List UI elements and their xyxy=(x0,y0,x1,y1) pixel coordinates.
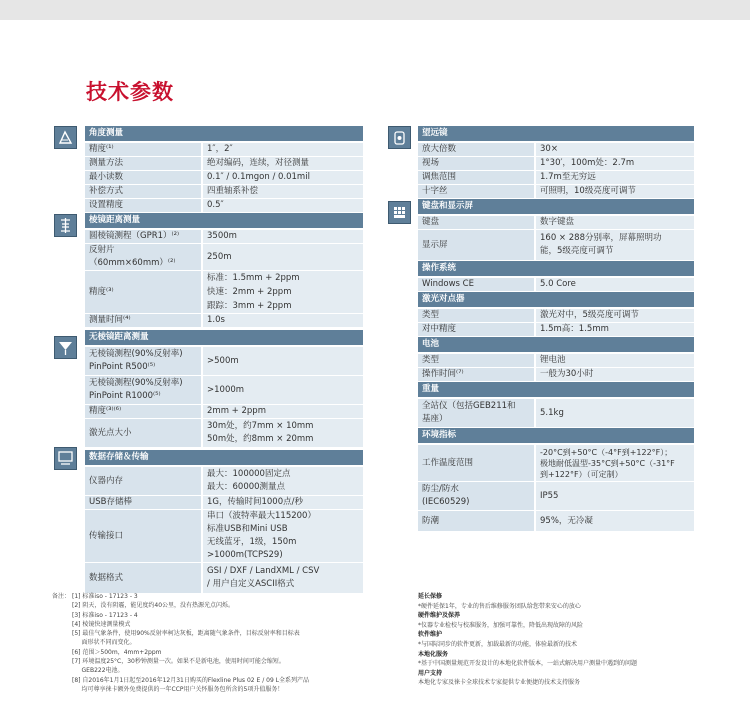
table-row xyxy=(85,347,363,375)
prism-header: 棱镜距离测量 xyxy=(85,213,363,228)
row-label: 精度⁽³⁾ xyxy=(85,271,203,313)
telescope-table xyxy=(418,142,694,199)
row-label: 反射片 （60mm×60mm）⁽²⁾ xyxy=(85,244,203,270)
table-row xyxy=(85,157,363,170)
row-label: 圆棱镜测程（GPR1）⁽²⁾ xyxy=(85,230,203,243)
weight-table xyxy=(418,398,694,428)
row-label: USB存储棒 xyxy=(85,496,203,509)
table-row xyxy=(418,445,694,481)
table-row xyxy=(85,185,363,198)
row-label: 精度⁽³⁾⁽⁶⁾ xyxy=(85,405,203,418)
table-row xyxy=(418,323,694,336)
footnote: [5] 最佳气象条件，使用90%反射率柯达灰板，距离随气象条件，目标反射率和目标表 xyxy=(72,630,300,638)
table-row xyxy=(85,563,363,593)
storage-icon xyxy=(54,447,77,470)
table-row xyxy=(85,314,363,327)
laser-table xyxy=(418,308,694,337)
row-label: 键盘 xyxy=(418,216,536,229)
keyboard-table xyxy=(418,215,694,261)
table-row xyxy=(85,467,363,495)
reflectorless-icon xyxy=(54,336,77,359)
table-row xyxy=(418,482,694,510)
footnote: 均可尊享徕卡额外免费提供的一年CCP用户关怀服务包所含的5项升值服务！ xyxy=(72,685,284,693)
row-value: >500m xyxy=(203,347,363,375)
row-label: 仪器内存 xyxy=(85,467,203,495)
row-label: 精度⁽¹⁾ xyxy=(85,143,203,156)
telescope-icon xyxy=(388,126,411,149)
row-value: GSI / DXF / LandXML / CSV / 用户自定义ASCII格式 xyxy=(203,563,363,593)
battery-table xyxy=(418,353,694,382)
table-row xyxy=(85,376,363,404)
service-text: 本地化专家及徕卡全球技术专家提供专业便捷的技术支持服务 xyxy=(418,679,581,687)
table-row xyxy=(85,230,363,243)
table-row xyxy=(418,309,694,322)
row-value: 160 × 288分别率，屏幕照明功 能，5级亮度可调节 xyxy=(536,230,694,260)
service-text: *基于中国测量规范开发设计的本地化软件版本，一站式解决用户测量中遇到的问题 xyxy=(418,660,638,668)
table-row xyxy=(418,216,694,229)
row-label: 防潮 xyxy=(418,511,536,531)
os-table xyxy=(418,277,694,292)
prism-table xyxy=(85,229,363,328)
row-label: 设置精度 xyxy=(85,199,203,212)
angle-table xyxy=(85,142,363,213)
row-value: 数字键盘 xyxy=(536,216,694,229)
angle-icon xyxy=(54,126,77,149)
footnote: 面形状不同而变化。 xyxy=(72,639,136,647)
weight-header: 重量 xyxy=(418,382,694,397)
table-row xyxy=(418,171,694,184)
row-label: 测量时间⁽⁴⁾ xyxy=(85,314,203,327)
table-row xyxy=(418,399,694,427)
row-value: 一般为30小时 xyxy=(536,368,694,381)
row-value: 最大：100000固定点 最大：60000测量点 xyxy=(203,467,363,495)
row-label: 最小读数 xyxy=(85,171,203,184)
row-label: 测量方法 xyxy=(85,157,203,170)
row-value: 标准：1.5mm + 2ppm 快速：2mm + 2ppm 跟踪：3mm + 2ppm xyxy=(203,271,363,313)
footnote: GEB222电池。 xyxy=(72,667,124,675)
row-value: >1000m xyxy=(203,376,363,404)
table-row xyxy=(418,354,694,367)
row-label: 传输接口 xyxy=(85,510,203,562)
row-value: 2mm + 2ppm xyxy=(203,405,363,418)
row-label: 类型 xyxy=(418,354,536,367)
table-row xyxy=(85,244,363,270)
row-label: 操作时间⁽⁷⁾ xyxy=(418,368,536,381)
table-row xyxy=(418,157,694,170)
battery-header: 电池 xyxy=(418,337,694,352)
reflectorless-table xyxy=(85,346,363,448)
table-row xyxy=(85,496,363,509)
row-label: 对中精度 xyxy=(418,323,536,336)
footnote: [7] 环境温度25°C，30秒钟测量一次。如果不是新电池，使用时间可能会缩短。 xyxy=(72,658,285,666)
row-value: 0.1″ / 0.1mgon / 0.01mil xyxy=(203,171,363,184)
storage-header: 数据存储＆传输 xyxy=(85,450,363,465)
row-value: 1°30′，100m处：2.7m xyxy=(536,157,694,170)
row-label: 工作温度范围 xyxy=(418,445,536,481)
row-value: 可照明，10级亮度可调节 xyxy=(536,185,694,198)
row-value: -20°C到+50°C（-4°F到+122°F）； 极地耐低温型-35°C到+50°C（-31°F 到+122°F）（可定制） xyxy=(536,445,694,481)
env-header: 环境指标 xyxy=(418,428,694,443)
footnote: [2] 阴天，没有阴霾，能见度约40公里，没有热源光点闪烁。 xyxy=(72,602,235,610)
row-value: 3500m xyxy=(203,230,363,243)
footnote: [1] 标准iso - 17123 - 3 xyxy=(72,593,138,600)
row-value: 1.0s xyxy=(203,314,363,327)
row-value: 1.5m高：1.5mm xyxy=(536,323,694,336)
table-row xyxy=(418,368,694,381)
row-label: 类型 xyxy=(418,309,536,322)
env-table xyxy=(418,444,694,532)
row-label: 放大倍数 xyxy=(418,143,536,156)
footnotes xyxy=(52,592,372,694)
row-value: 30× xyxy=(536,143,694,156)
service-heading: 硬件维护及保养 xyxy=(418,612,461,620)
page-title: 技术参数 xyxy=(86,80,174,104)
reflectorless-header: 无棱镜距离测量 xyxy=(85,330,363,345)
table-row xyxy=(85,510,363,562)
table-row xyxy=(85,143,363,156)
row-value: 四重轴系补偿 xyxy=(203,185,363,198)
right-column xyxy=(418,126,694,532)
footnote: [8] 自2016年1月1日起至2016年12月31日购买的Flexline Plus 02 E / 09 L全系列产品 xyxy=(72,676,310,684)
row-label: 十字丝 xyxy=(418,185,536,198)
top-band xyxy=(0,0,750,20)
footnote: [4] 棱镜快速测量模式 xyxy=(72,620,131,628)
row-label: 全站仪（包括GEB211和 基座） xyxy=(418,399,536,427)
service-heading: 延长保修 xyxy=(418,593,443,600)
row-label: 补偿方式 xyxy=(85,185,203,198)
service-heading: 本地化服务 xyxy=(418,650,449,658)
left-column xyxy=(85,126,363,594)
row-label: Windows CE xyxy=(418,278,536,291)
prism-icon xyxy=(54,214,77,237)
row-label: 激光点大小 xyxy=(85,419,203,447)
keyboard-header: 键盘和显示屏 xyxy=(418,199,694,214)
row-value: 1G，传输时间1000点/秒 xyxy=(203,496,363,509)
row-label: 防尘/防水 (IEC60529) xyxy=(418,482,536,510)
table-row xyxy=(85,271,363,313)
table-row xyxy=(418,278,694,291)
row-label: 无棱镜测程(90%反射率) PinPoint R1000⁽⁵⁾ xyxy=(85,376,203,404)
row-value: 95%，无冷凝 xyxy=(536,511,694,531)
table-row xyxy=(418,511,694,531)
notes-label: 备注： xyxy=(52,593,71,600)
row-value: 250m xyxy=(203,244,363,270)
footnote: [6] 范围＞500m，4mm+2ppm xyxy=(72,648,162,656)
row-value: 5.0 Core xyxy=(536,278,694,291)
os-header: 操作系统 xyxy=(418,261,694,276)
row-value: 1″，2″ xyxy=(203,143,363,156)
row-value: IP55 xyxy=(536,482,694,510)
row-value: 5.1kg xyxy=(536,399,694,427)
table-row xyxy=(85,419,363,447)
row-value: 激光对中，5级亮度可调节 xyxy=(536,309,694,322)
row-label: 无棱镜测程(90%反射率) PinPoint R500⁽⁵⁾ xyxy=(85,347,203,375)
service-notes xyxy=(418,592,718,688)
service-text: *与国际同步的软件更新，加载最新的功能，体验最新的技术 xyxy=(418,640,578,648)
keyboard-icon xyxy=(388,201,411,224)
row-label: 显示屏 xyxy=(418,230,536,260)
service-text: *仪器专业检校与校准服务，加强可靠性，降低出现故障的风险 xyxy=(418,621,584,629)
row-value: 0.5″ xyxy=(203,199,363,212)
row-value: 绝对编码，连续，对径测量 xyxy=(203,157,363,170)
table-row xyxy=(85,199,363,212)
laser-header: 激光对点器 xyxy=(418,292,694,307)
row-value: 锂电池 xyxy=(536,354,694,367)
row-value: 30m处，约7mm × 10mm 50m处，约8mm × 20mm xyxy=(203,419,363,447)
table-row xyxy=(418,230,694,260)
telescope-header: 望远镜 xyxy=(418,126,694,141)
table-row xyxy=(418,185,694,198)
service-text: *硬件延保1年，专业的售后维修服务团队给您带来安心的放心 xyxy=(418,602,581,610)
row-label: 视场 xyxy=(418,157,536,170)
storage-table xyxy=(85,466,363,594)
service-heading: 软件维护 xyxy=(418,631,443,639)
footnote: [3] 标准iso - 17123 - 4 xyxy=(72,611,138,619)
table-row xyxy=(85,405,363,418)
table-row xyxy=(418,143,694,156)
table-row xyxy=(85,171,363,184)
row-label: 调焦范围 xyxy=(418,171,536,184)
row-value: 串口（波特率最大115200） 标准USB和Mini USB 无线蓝牙，1级，150m >1000m(TCPS29) xyxy=(203,510,363,562)
angle-header: 角度测量 xyxy=(85,126,363,141)
row-value: 1.7m至无穷远 xyxy=(536,171,694,184)
row-label: 数据格式 xyxy=(85,563,203,593)
service-heading: 用户支持 xyxy=(418,669,443,677)
